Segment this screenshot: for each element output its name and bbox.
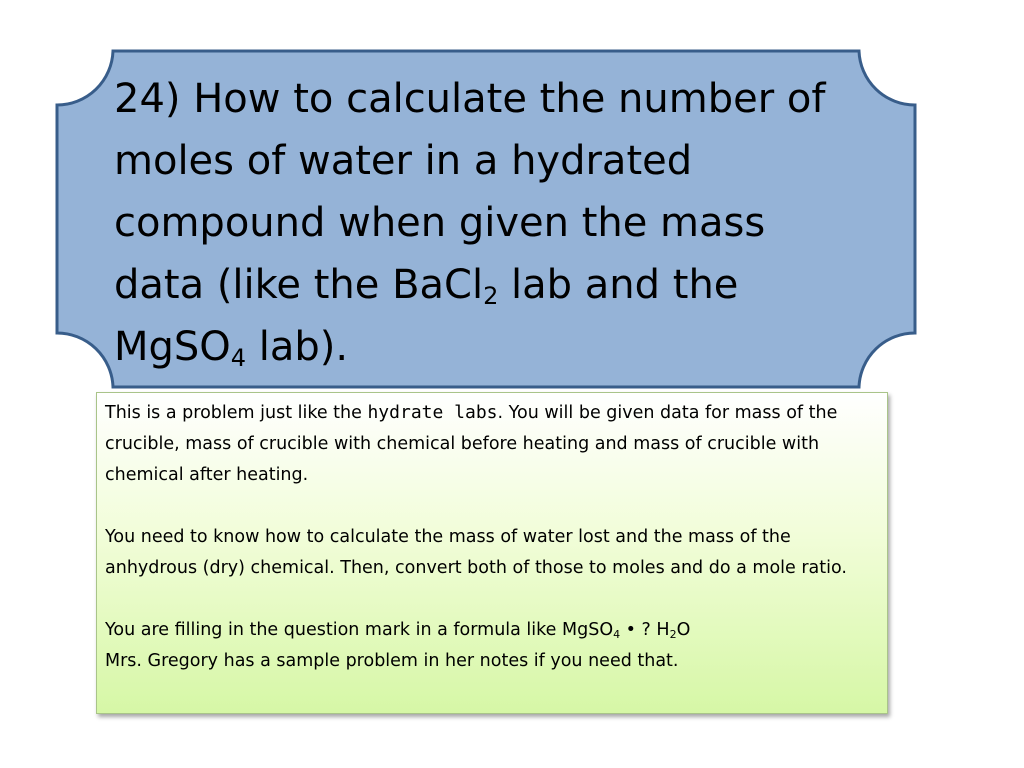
title-line-4: data (like the BaCl$_2$ lab and the xyxy=(114,262,739,310)
hydrate-labs-text: hydrate labs xyxy=(367,402,498,423)
slide-title xyxy=(114,68,874,378)
title-line-3: compound when given the mass xyxy=(114,200,766,246)
paragraph-3: You are filling in the question mark in a formula like MgSO$_4$ • ? $H_2O$ xyxy=(105,620,691,641)
paragraph-2: You need to know how to calculate the mass of water lost and the mass of the anhydrous (dry) chemical. Then, convert both of those to moles and do a mole ratio. xyxy=(105,527,847,578)
title-line-2: moles of water in a hydrated xyxy=(114,138,693,184)
paragraph-1: This is a problem just like the hydrate labs. You will be given data for mass of the crucible, mass of crucible with chemical before heating and mass of crucible with chemical after heating. xyxy=(105,402,838,485)
title-line-1: 24) How to calculate the number of xyxy=(114,76,826,122)
content-textbox xyxy=(96,392,888,714)
paragraph-4: Mrs. Gregory has a sample problem in her notes if you need that. xyxy=(105,651,679,671)
paragraph-spacer xyxy=(105,584,879,615)
paragraph-spacer xyxy=(105,491,879,522)
title-line-5: MgSO$_4$ lab). xyxy=(114,324,349,372)
